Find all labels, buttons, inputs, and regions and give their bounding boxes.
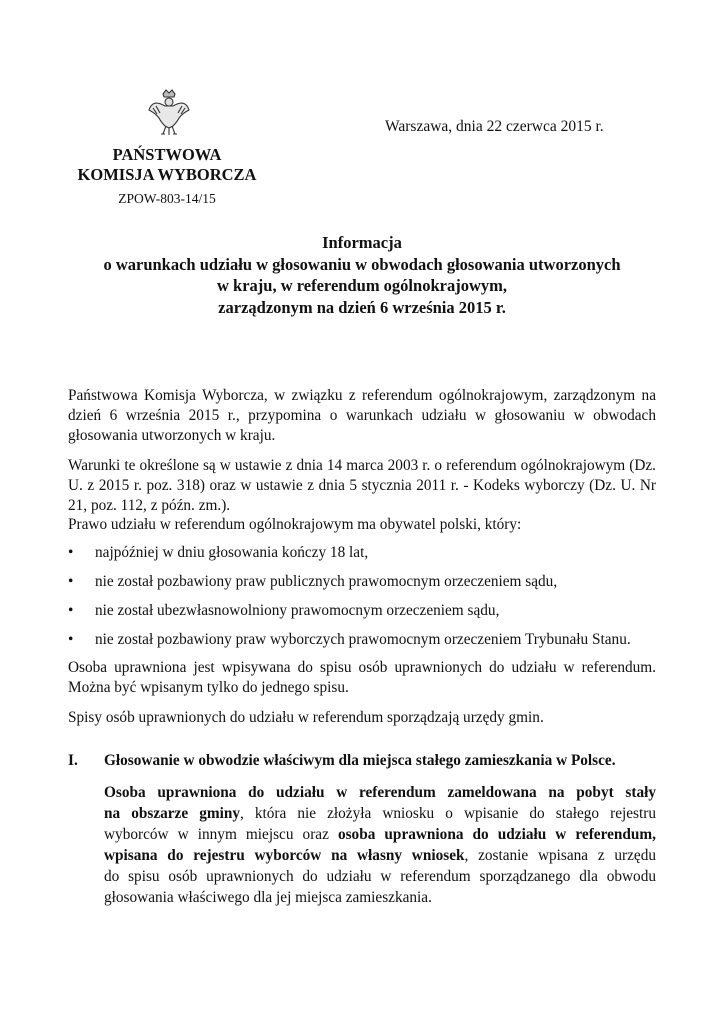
issuer-name [72, 145, 262, 185]
title-line-4: zarządzonym na dzień 6 września 2015 r. [218, 297, 506, 317]
bold-phrase: osoba uprawniona do udziału w referendum, [337, 826, 656, 843]
text-run: do spisu osób uprawnionych do udziału w referendum sporządzanego dla obwodu [104, 868, 656, 885]
document-date: Warszawa, dnia 22 czerwca 2015 r. [385, 118, 604, 135]
list-item-text: nie został pozbawiony praw publicznych prawomocnym orzeczeniem sądu, [95, 573, 558, 590]
paragraph-legal-basis: Warunki te określone są w ustawie z dnia 14 marca 2003 r. o referendum ogólnokrajowym (Dz. U. z 2015 r. poz. 318) oraz w ustawie z dnia 5 stycznia 2011 r. - Kodeks wyborczy (Dz. U. Nr 21, poz. 112, z późn. zm.). [68, 457, 656, 514]
section-line-1 [104, 782, 656, 803]
bullet-icon: • [68, 544, 74, 561]
bullet-icon: • [68, 631, 74, 648]
text-run: głosowania właściwego dla jej miejsca zamieszkania. [104, 889, 432, 906]
bold-phrase: na obszarze gminy [104, 805, 240, 822]
bold-phrase: Osoba uprawniona do udziału w referendum zameldowana na pobyt stały [104, 784, 656, 801]
section-line-3 [104, 824, 656, 845]
text-run: , która nie złożyła wniosku o wpisanie do stałego rejestru [240, 805, 656, 822]
issuer-line-2: KOMISJA WYBORCZA [77, 165, 257, 184]
reference-number: ZPOW-803-14/15 [118, 191, 216, 206]
list-item-text: nie został pozbawiony praw wyborczych prawomocnym orzeczeniem Trybunału Stanu. [95, 631, 631, 648]
document-title [60, 232, 664, 318]
section-body [104, 782, 656, 908]
text-run: wyborców w innym miejscu oraz [104, 826, 338, 843]
bold-phrase: wpisana do rejestru wyborców na własny wniosek [104, 847, 465, 864]
paragraph-register: Osoba uprawniona jest wpisywana do spisu osób uprawnionych do udziału w referendum. Można być wpisanym tylko do jednego spisu. [68, 659, 656, 696]
paragraph-municipalities: Spisy osób uprawnionych do udziału w referendum sporządzają urzędy gmin. [68, 709, 544, 726]
section-line-5 [104, 866, 656, 887]
bullet-icon: • [68, 573, 74, 590]
section-line-4 [104, 845, 656, 866]
section-line-2 [104, 803, 656, 824]
title-line-3: w kraju, w referendum ogólnokrajowym, [217, 276, 507, 295]
section-heading: Głosowanie w obwodzie właściwym dla miejsca stałego zamieszkania w Polsce. [104, 752, 616, 769]
bullet-icon: • [68, 602, 74, 619]
issuer-line-1: PAŃSTWOWA [112, 145, 222, 164]
polish-eagle-emblem-icon [147, 88, 191, 138]
title-line-1: Informacja [322, 233, 402, 252]
list-item-text: najpóźniej w dniu głosowania kończy 18 lat, [95, 544, 369, 561]
section-number: I. [68, 752, 78, 769]
paragraph-eligibility: Prawo udziału w referendum ogólnokrajowym ma obywatel polski, który: [68, 516, 522, 533]
list-item-text: nie został ubezwłasnowolniony prawomocnym orzeczeniem sądu, [95, 602, 500, 619]
paragraph-intro: Państwowa Komisja Wyborcza, w związku z referendum ogólnokrajowym, zarządzonym na dzień 6 września 2015 r., przypomina o warunkach udziału w głosowaniu w obwodach głosowania utworzonych w kraju. [68, 387, 656, 444]
section-line-6 [104, 887, 656, 908]
title-line-2: o warunkach udziału w głosowaniu w obwodach głosowania utworzonych [103, 254, 621, 274]
text-run: , zostanie wpisana z urzędu [464, 847, 656, 864]
